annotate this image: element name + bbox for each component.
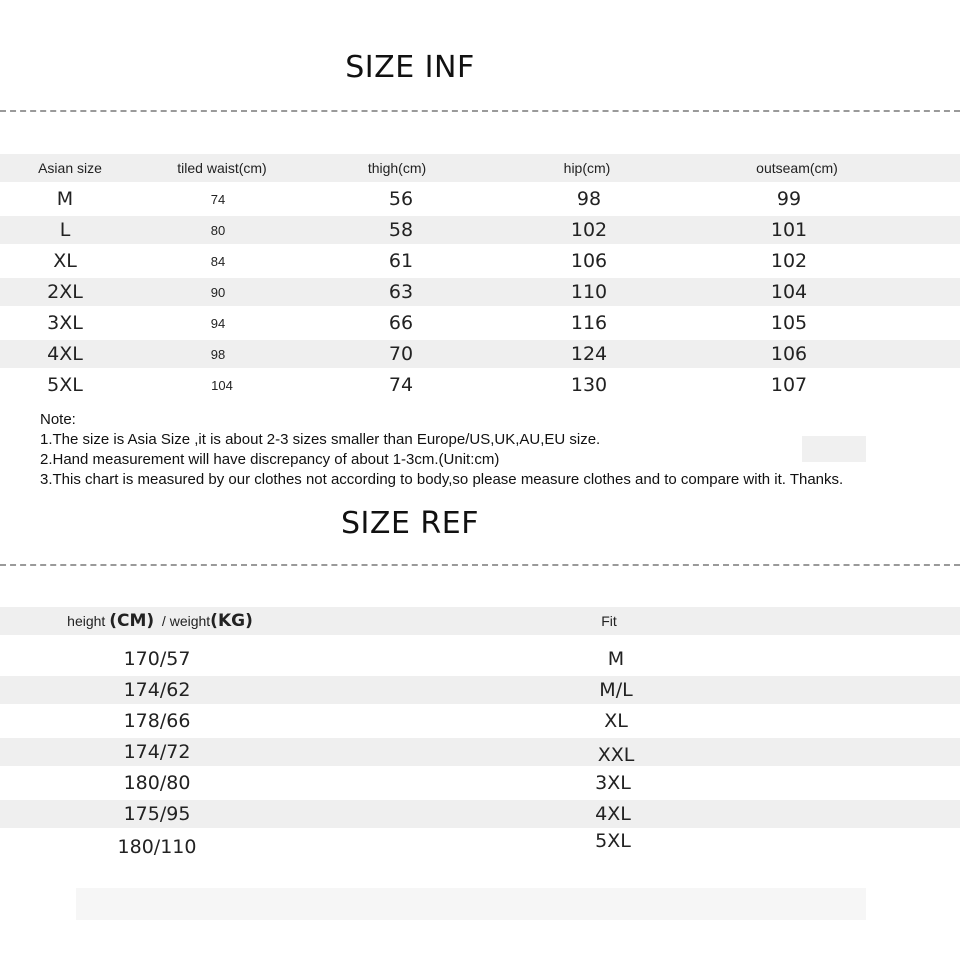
ref-row: [0, 769, 960, 797]
ref-row: [0, 707, 960, 735]
header-fit: Fit: [601, 613, 617, 629]
size-info-title: SIZE INF: [345, 50, 475, 85]
background-smudge: [802, 436, 866, 462]
hip-cell: 124: [570, 343, 608, 365]
size-cell: 5XL: [47, 374, 83, 396]
fit-cell: XXL: [597, 744, 635, 766]
hip-cell: 102: [570, 219, 608, 241]
outseam-cell: 106: [770, 343, 808, 365]
table-row: [0, 185, 960, 213]
section-divider: [0, 564, 960, 566]
outseam-cell: 102: [770, 250, 808, 272]
waist-cell: 104: [211, 377, 233, 393]
waist-cell: 84: [210, 253, 226, 269]
fit-cell: 5XL: [595, 830, 631, 852]
hip-cell: 130: [570, 374, 608, 396]
weight-label: weight: [169, 613, 211, 629]
weight-unit: (KG): [210, 611, 253, 631]
height-weight-cell: 175/95: [123, 803, 191, 825]
height-unit: (CM): [109, 611, 155, 631]
height-weight-cell: 174/62: [123, 679, 191, 701]
header-separator: /: [161, 613, 166, 629]
table-row: [0, 340, 960, 368]
table-row: [0, 309, 960, 337]
ref-row: [0, 738, 960, 766]
fit-cell: M: [607, 648, 625, 670]
ref-row: [0, 676, 960, 704]
note-line: 2.Hand measurement will have discrepancy of about 1-3cm.(Unit:cm): [40, 451, 500, 468]
size-ref-title: SIZE REF: [341, 506, 479, 541]
footer-bar: [76, 888, 866, 920]
waist-cell: 80: [210, 222, 226, 238]
header-height-weight: [67, 607, 253, 635]
header-outseam: outseam(cm): [756, 160, 838, 176]
outseam-cell: 99: [776, 188, 802, 210]
ref-row: [0, 645, 960, 673]
hip-cell: 106: [570, 250, 608, 272]
outseam-cell: 105: [770, 312, 808, 334]
table-row: [0, 247, 960, 275]
waist-cell: 98: [210, 346, 226, 362]
note-line: 1.The size is Asia Size ,it is about 2-3 sizes smaller than Europe/US,UK,AU,EU size.: [40, 431, 601, 448]
waist-cell: 94: [210, 315, 226, 331]
fit-cell: M/L: [599, 679, 633, 701]
notes-label: Note:: [40, 411, 76, 428]
hip-cell: 116: [570, 312, 608, 334]
outseam-cell: 104: [770, 281, 808, 303]
table-row: [0, 216, 960, 244]
thigh-cell: 70: [388, 343, 414, 365]
fit-cell: 4XL: [595, 803, 631, 825]
height-weight-cell: 174/72: [123, 741, 191, 763]
header-asian-size: Asian size: [38, 160, 102, 176]
thigh-cell: 74: [388, 374, 414, 396]
ref-header-row: [0, 607, 960, 635]
thigh-cell: 63: [388, 281, 414, 303]
header-thigh: thigh(cm): [367, 160, 427, 176]
height-weight-cell: 180/80: [123, 772, 191, 794]
section-divider: [0, 110, 960, 112]
size-cell: XL: [53, 250, 77, 272]
hip-cell: 110: [570, 281, 608, 303]
waist-cell: 74: [210, 191, 226, 207]
hip-cell: 98: [576, 188, 602, 210]
height-weight-cell: 170/57: [123, 648, 191, 670]
thigh-cell: 66: [388, 312, 414, 334]
waist-cell: 90: [210, 284, 226, 300]
header-tiled-waist: tiled waist(cm): [177, 160, 267, 176]
fit-cell: 3XL: [595, 772, 631, 794]
note-line: 3.This chart is measured by our clothes not according to body,so please measure clothes and to compare with it. Thanks.: [40, 471, 844, 488]
thigh-cell: 56: [388, 188, 414, 210]
outseam-cell: 101: [770, 219, 808, 241]
thigh-cell: 61: [388, 250, 414, 272]
height-label: height: [67, 613, 106, 629]
ref-row: [0, 831, 960, 859]
size-cell: L: [59, 219, 71, 241]
height-weight-cell: 180/110: [117, 836, 197, 858]
table-row: [0, 371, 960, 399]
size-cell: 3XL: [47, 312, 83, 334]
size-cell: 2XL: [47, 281, 83, 303]
ref-row: [0, 800, 960, 828]
thigh-cell: 58: [388, 219, 414, 241]
header-hip: hip(cm): [563, 160, 611, 176]
outseam-cell: 107: [770, 374, 808, 396]
table-row: [0, 278, 960, 306]
size-cell: 4XL: [47, 343, 83, 365]
table-header-row: [0, 154, 960, 182]
size-cell: M: [56, 188, 74, 210]
fit-cell: XL: [604, 710, 628, 732]
height-weight-cell: 178/66: [123, 710, 191, 732]
